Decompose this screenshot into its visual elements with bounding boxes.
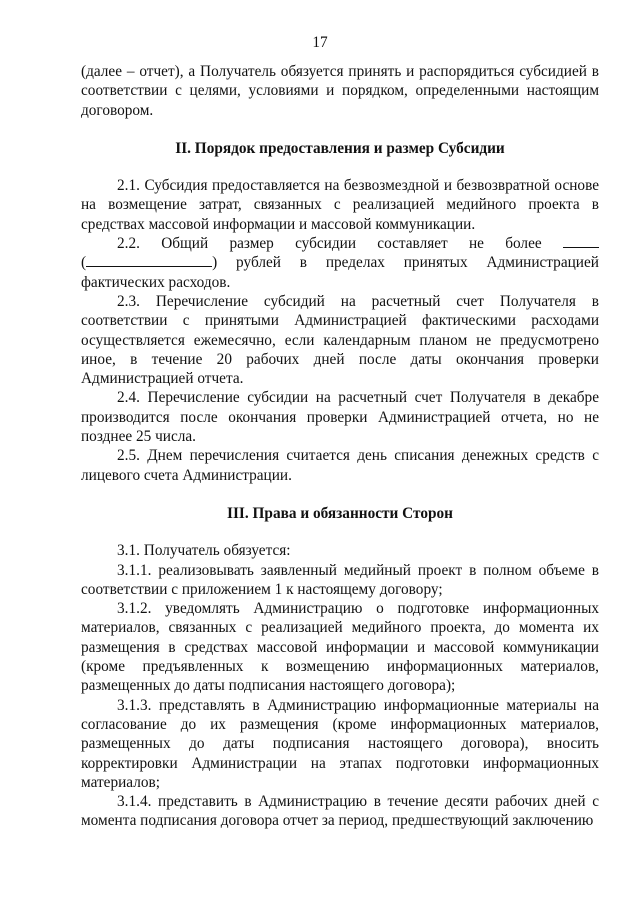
- paragraph-3-1-1: 3.1.1. реализовывать заявленный медийный проект в полном объеме в соответствии с приложением 1 к настоящему договору;: [81, 561, 599, 598]
- paragraph-3-1-2: 3.1.2. уведомлять Администрацию о подготовке информационных материалов, связанных с реализацией медийного проекта, до момента их размещения в средствах массовой информации и массовой коммуникации (кроме предъявленных к возмещению информационных материалов, размещенных до даты подписания настоящего договора);: [81, 600, 599, 695]
- paragraph-2-2-line-2: ( ) рублей в пределах принятых Администрацией: [81, 254, 599, 272]
- paragraph-2-3: 2.3. Перечисление субсидий на расчетный счет Получателя в соответствии с принятыми Администрацией фактическими расходами осуществляется ежемесячно, если календарным планом не предусмотрено иное, в течение 20 рабочих дней после даты окончания проверки Администрацией отчета.: [81, 292, 599, 388]
- document-body: [81, 62, 599, 831]
- amount-blank-field: [563, 234, 599, 248]
- section-2-heading: II. Порядок предоставления и размер Субсидии: [175, 139, 505, 157]
- paragraph-2-5: 2.5. Днем перечисления считается день списания денежных средств с лицевого счета Администрации.: [81, 447, 599, 484]
- amount-in-words-field: ( ): [81, 254, 218, 272]
- page-number: 17: [312, 34, 328, 51]
- section-3-heading: III. Права и обязанности Сторон: [227, 504, 453, 522]
- paragraph-3-1-3: 3.1.3. представлять в Администрацию информационные материалы на согласование до их размещения (кроме информационных материалов, размещенных до даты подписания настоящего договора), вносить корректировки Администрации на этапах подготовки информационных материалов;: [81, 696, 599, 791]
- paragraph-2-2: [81, 234, 599, 292]
- paragraph-3-1: 3.1. Получатель обязуется:: [117, 542, 291, 560]
- paragraph-2-2-line-1: 2.2. Общий размер субсидии составляет не более: [81, 234, 599, 253]
- paragraph-2-4: 2.4. Перечисление субсидии на расчетный счет Получателя в декабре производится после окончания проверки Администрацией отчета, но не позднее 25 числа.: [81, 389, 599, 446]
- paragraph-2-1: 2.1. Субсидия предоставляется на безвозмездной и безвозвратной основе на возмещение затрат, связанных с реализацией медийного проекта в средствах массовой информации и массовой коммуникации.: [81, 177, 599, 233]
- intro-paragraph: (далее – отчет), а Получатель обязуется принять и распорядиться субсидией в соответствии с целями, условиями и порядком, определенными настоящим договором.: [81, 63, 599, 119]
- paragraph-2-2-line-3: фактических расходов.: [81, 273, 231, 291]
- paragraph-3-1-4: 3.1.4. представить в Администрацию в течение десяти рабочих дней с момента подписания договора отчет за период, предшествующий заключению: [81, 793, 599, 830]
